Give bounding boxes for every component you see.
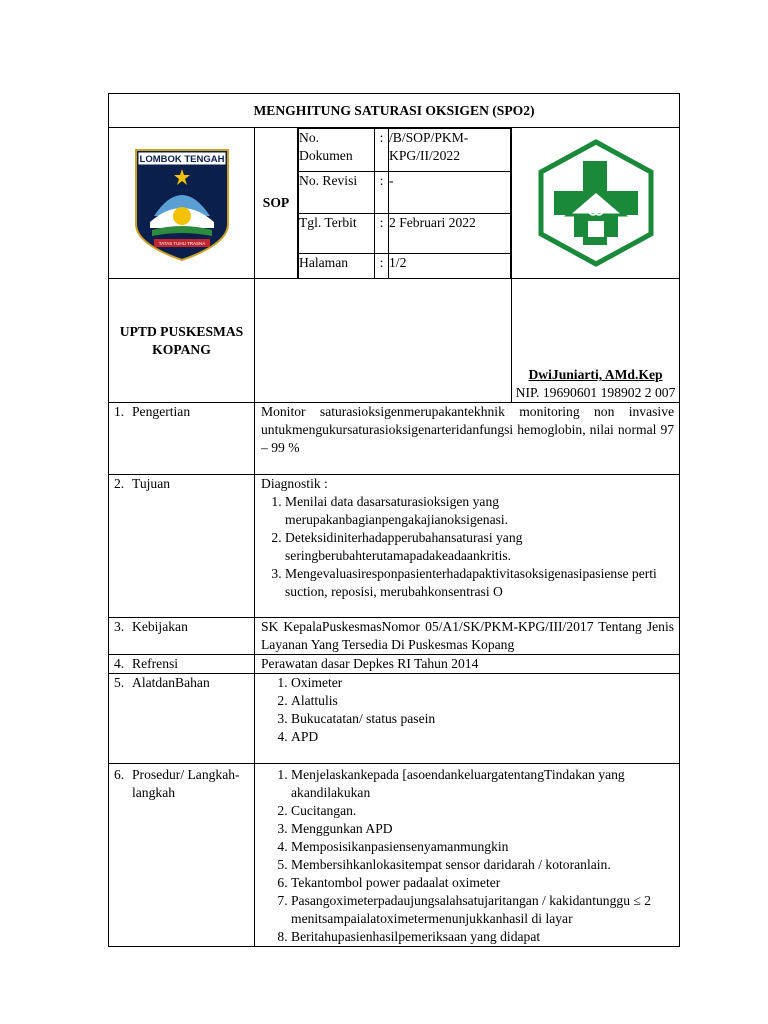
svg-text:TATAS TUHU TRASNA: TATAS TUHU TRASNA bbox=[158, 241, 205, 246]
list-item: 5. Membersihkanlokasitempat sensor daridarah / kotoranlain. bbox=[291, 856, 674, 874]
list-item: 4. APD bbox=[291, 728, 674, 746]
section-label: Kebijakan bbox=[132, 619, 188, 634]
section-label-prosedur bbox=[109, 764, 255, 947]
section-content-kebijakan: SK KepalaPuskesmasNomor 05/A1/SK/PKM-KPG/III/2017 Tentang Jenis Layanan Yang Tersedia Di Puskesmas Kopang bbox=[255, 618, 680, 655]
meta-value: 1/2 bbox=[389, 254, 511, 278]
meta-label: Tgl. Terbit bbox=[299, 214, 375, 254]
lombok-tengah-emblem-icon bbox=[132, 144, 232, 262]
section-content-tujuan bbox=[255, 475, 680, 618]
meta-colon: : bbox=[375, 129, 389, 172]
section-number: 4. bbox=[114, 656, 125, 671]
meta-value: - bbox=[389, 172, 511, 214]
list-item: 2. Deteksidiniterhadapperubahansaturasi yang seringberubahterutamapadakeadaankritis. bbox=[285, 529, 674, 565]
section-number: 5. bbox=[114, 675, 125, 690]
sop-table bbox=[108, 93, 680, 947]
meta-cell bbox=[298, 128, 512, 279]
section-number: 6. bbox=[114, 767, 125, 782]
meta-value: /B/SOP/PKM-KPG/II/2022 bbox=[389, 129, 511, 172]
section-number: 2. bbox=[114, 476, 125, 491]
section-label: Pengertian bbox=[132, 404, 191, 419]
section-content-refrensi: Perawatan dasar Depkes RI Tahun 2014 bbox=[255, 655, 680, 674]
sop-label: SOP bbox=[255, 128, 298, 279]
section-label-refrensi bbox=[109, 655, 255, 674]
section-content-alat bbox=[255, 674, 680, 764]
meta-label: No. Revisi bbox=[299, 172, 375, 214]
blank-cell bbox=[255, 279, 512, 403]
section-number: 3. bbox=[114, 619, 125, 634]
section-content-prosedur bbox=[255, 764, 680, 947]
section-label: Tujuan bbox=[132, 476, 171, 491]
prosedur-list bbox=[261, 766, 674, 946]
list-item: 2. Cucitangan. bbox=[291, 802, 674, 820]
meta-table bbox=[298, 128, 511, 278]
document-title: MENGHITUNG SATURASI OKSIGEN (SPO2) bbox=[109, 94, 680, 128]
meta-colon: : bbox=[375, 214, 389, 254]
tujuan-list bbox=[261, 493, 674, 601]
list-item: 2. Alattulis bbox=[291, 692, 674, 710]
section-label-alat bbox=[109, 674, 255, 764]
section-label-kebijakan bbox=[109, 618, 255, 655]
svg-text:LOMBOK TENGAH: LOMBOK TENGAH bbox=[139, 154, 224, 165]
list-item: 4. Memposisikanpasiensenyamanmungkin bbox=[291, 838, 674, 856]
list-item: 1. Oximeter bbox=[291, 674, 674, 692]
meta-colon: : bbox=[375, 254, 389, 278]
section-content-pengertian: Monitor saturasioksigenmerupakantekhnik monitoring non invasive untukmengukursaturasioksigenarteridanfungsi hemoglobin, nilai normal 97 – 99 % bbox=[255, 403, 680, 475]
logo-left-cell bbox=[109, 128, 255, 279]
alat-list bbox=[261, 674, 674, 746]
section-number: 1. bbox=[114, 404, 125, 419]
list-item: 3. Menggunkan APD bbox=[291, 820, 674, 838]
signatory-cell bbox=[512, 279, 680, 403]
list-item: 6. Tekantombol power padaalat oximeter bbox=[291, 874, 674, 892]
meta-label: Halaman bbox=[299, 254, 375, 278]
list-item: 8. Beritahupasienhasilpemeriksaan yang didapat bbox=[291, 928, 674, 946]
logo-right-cell bbox=[512, 128, 680, 279]
meta-value: 2 Februari 2022 bbox=[389, 214, 511, 254]
meta-label: No. Dokumen bbox=[299, 129, 375, 172]
list-item: 3. Mengevaluasiresponpasienterhadapaktivitasoksigenasipasiense perti suction, reposisi, merubahkonsentrasi O bbox=[285, 565, 674, 601]
meta-colon: : bbox=[375, 172, 389, 214]
section-label: AlatdanBahan bbox=[132, 675, 210, 690]
section-label-tujuan bbox=[109, 475, 255, 618]
puskesmas-logo-icon bbox=[538, 139, 654, 267]
list-item: 1. Menjelaskankepada [asoendankeluargatentangTindakan yang akandilakukan bbox=[291, 766, 674, 802]
list-item: 7. Pasangoximeterpadaujungsalahsatujaritangan / kakidantunggu ≤ 2 menitsampaialatoximetermenunjukkanhasil di layar bbox=[291, 892, 674, 928]
list-item: 1. Menilai data dasarsaturasioksigen yang merupakanbagianpengakajianoksigenasi. bbox=[285, 493, 674, 529]
institution-name: UPTD PUSKESMAS KOPANG bbox=[109, 279, 255, 403]
signatory-nip: NIP. 19690601 198902 2 007 bbox=[515, 385, 676, 400]
signatory-name: DwiJuniarti, AMd.Kep bbox=[528, 367, 663, 382]
list-item: 3. Bukucatatan/ status pasein bbox=[291, 710, 674, 728]
section-label: Prosedur/ Langkah-langkah bbox=[132, 767, 240, 800]
section-label-pengertian bbox=[109, 403, 255, 475]
section-label: Refrensi bbox=[132, 656, 179, 671]
tujuan-intro: Diagnostik : bbox=[261, 476, 328, 491]
